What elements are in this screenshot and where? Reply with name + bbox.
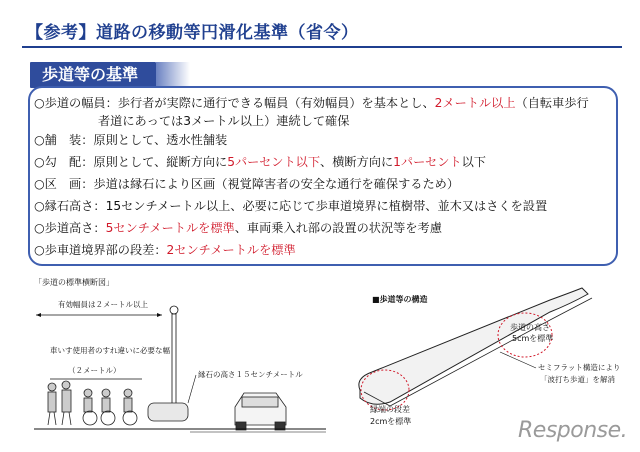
semiflat-label-2: 「波打ち歩道」を解消 [540,375,615,384]
two-meter-label: （２メートル） [68,366,121,375]
rule-text: ○歩車道境界部の段差： [34,243,167,257]
rule-text: ○縁石高さ：15センチメートル以上、必要に応じて歩車道境界に植樹帯、並木又はさくを設置 [34,199,548,213]
pedestrian-figures [48,381,137,425]
arrow-head [157,313,162,317]
car-figure [235,393,286,430]
rule-text: ○勾 配：原則として、縦断方向に [34,155,228,169]
rule-text: 、車両乗入れ部の設置の状況等を考慮 [234,221,442,235]
rule-slope [34,155,486,170]
curb-leader-line [188,375,196,403]
rule-highlight: 2メートル以上 [434,96,516,110]
structure-caption: ■歩道等の構造 [372,295,428,304]
semiflat-leader-line [500,352,536,368]
rule-text: ○区 画：歩道は縁石により区画（視覚障害者の安全な通行を確保するため） [34,177,460,191]
page-title: 【参考】道路の移動等円滑化基準（省令） [26,23,359,43]
rule-text: 、横断方向に [320,155,394,169]
curb-height-label: 縁石の高さ１５センチメートル [198,370,303,379]
rule-highlight: 1パーセント [393,155,462,169]
sidewalk-height-label: 歩道の高さ [510,323,550,332]
cross-section-caption: 「歩道の標準横断図」 [34,278,114,287]
sidewalk-structure-diagram [350,280,630,440]
cross-section-diagram [30,275,330,445]
rule-text: （自転車歩行 [515,96,589,110]
planting-strip [148,403,188,421]
rule-division [34,177,459,192]
rule-pavement [34,133,227,148]
semiflat-label: セミフラット構造により [538,363,621,372]
wheelchair-width-label: 車いす使用者のすれ違いに必要な幅 [50,346,170,355]
rule-boundary-step [34,243,296,258]
lamp-head [170,306,178,314]
section-badge: 歩道等の基準 [30,62,156,88]
effective-width-label: 有効幅員は２メートル以上 [58,300,148,309]
step-label: 縁端の段差 [370,405,410,414]
rule-curb-height [34,199,547,214]
rule-highlight: 5パーセント以下 [227,155,321,169]
rule-highlight: 5センチメートルを標準 [105,221,235,235]
lamp-pole [172,314,176,409]
step-value: 2cmを標準 [370,417,412,426]
rule-text: ○歩道の幅員：歩行者が実際に通行できる幅員（有効幅員）を基本とし、 [34,96,435,110]
sidewalk-slab [359,288,588,404]
rule-text: ○舗 装：原則として、透水性舗装 [34,133,228,147]
response-watermark: Response. [518,418,628,443]
rule-width-continuation: 者道にあっては3メートル以上）連続して確保 [98,114,350,128]
rule-sidewalk-height [34,221,442,236]
title-underline [22,46,622,48]
rule-text: 以下 [461,155,486,169]
rule-highlight: 2センチメートルを標準 [166,243,296,257]
rule-text: ○歩道高さ： [34,221,106,235]
rule-width [34,96,589,111]
sidewalk-height-value: 5cmを標準 [512,334,554,343]
arrow-head [36,313,41,317]
